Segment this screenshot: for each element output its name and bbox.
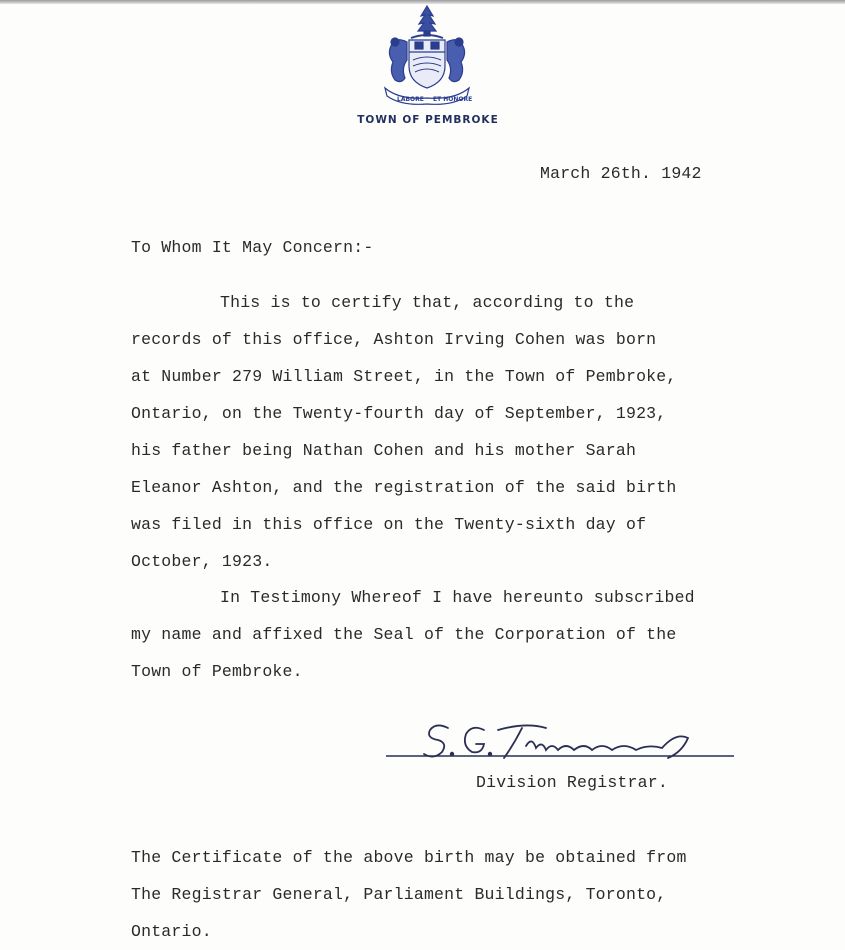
paragraph1-line: was filed in this office on the Twenty-sixth day of: [131, 515, 647, 534]
crest-motto-right: ET HONORE: [433, 96, 473, 103]
paragraph1-line: his father being Nathan Cohen and his mother Sarah: [131, 441, 637, 460]
footer-line: Ontario.: [131, 922, 212, 941]
paragraph1-line: at Number 279 William Street, in the Town of Pembroke,: [131, 367, 677, 386]
paragraph1-line: records of this office, Ashton Irving Cohen was born: [131, 330, 657, 349]
footer-line: The Registrar General, Parliament Buildings, Toronto,: [131, 885, 667, 904]
salutation: To Whom It May Concern:-: [131, 238, 374, 257]
crest-motto-left: LABORE: [397, 96, 424, 103]
registrar-signature: [386, 718, 736, 768]
paragraph2-line: my name and affixed the Seal of the Corporation of the: [131, 625, 677, 644]
paragraph1-line: This is to certify that, according to the: [220, 293, 635, 312]
paragraph1-line: Eleanor Ashton, and the registration of the said birth: [131, 478, 677, 497]
paragraph2-line: In Testimony Whereof I have hereunto subscribed: [220, 588, 695, 607]
town-name: TOWN OF PEMBROKE: [357, 114, 499, 126]
footer-line: The Certificate of the above birth may be obtained from: [131, 848, 687, 867]
coat-of-arms-icon: [375, 2, 479, 108]
signatory-title: Division Registrar.: [476, 773, 668, 792]
paragraph2-line: Town of Pembroke.: [131, 662, 303, 681]
letter-date: March 26th. 1942: [540, 164, 702, 183]
paragraph1-line: October, 1923.: [131, 552, 273, 571]
paragraph1-line: Ontario, on the Twenty-fourth day of September, 1923,: [131, 404, 667, 423]
